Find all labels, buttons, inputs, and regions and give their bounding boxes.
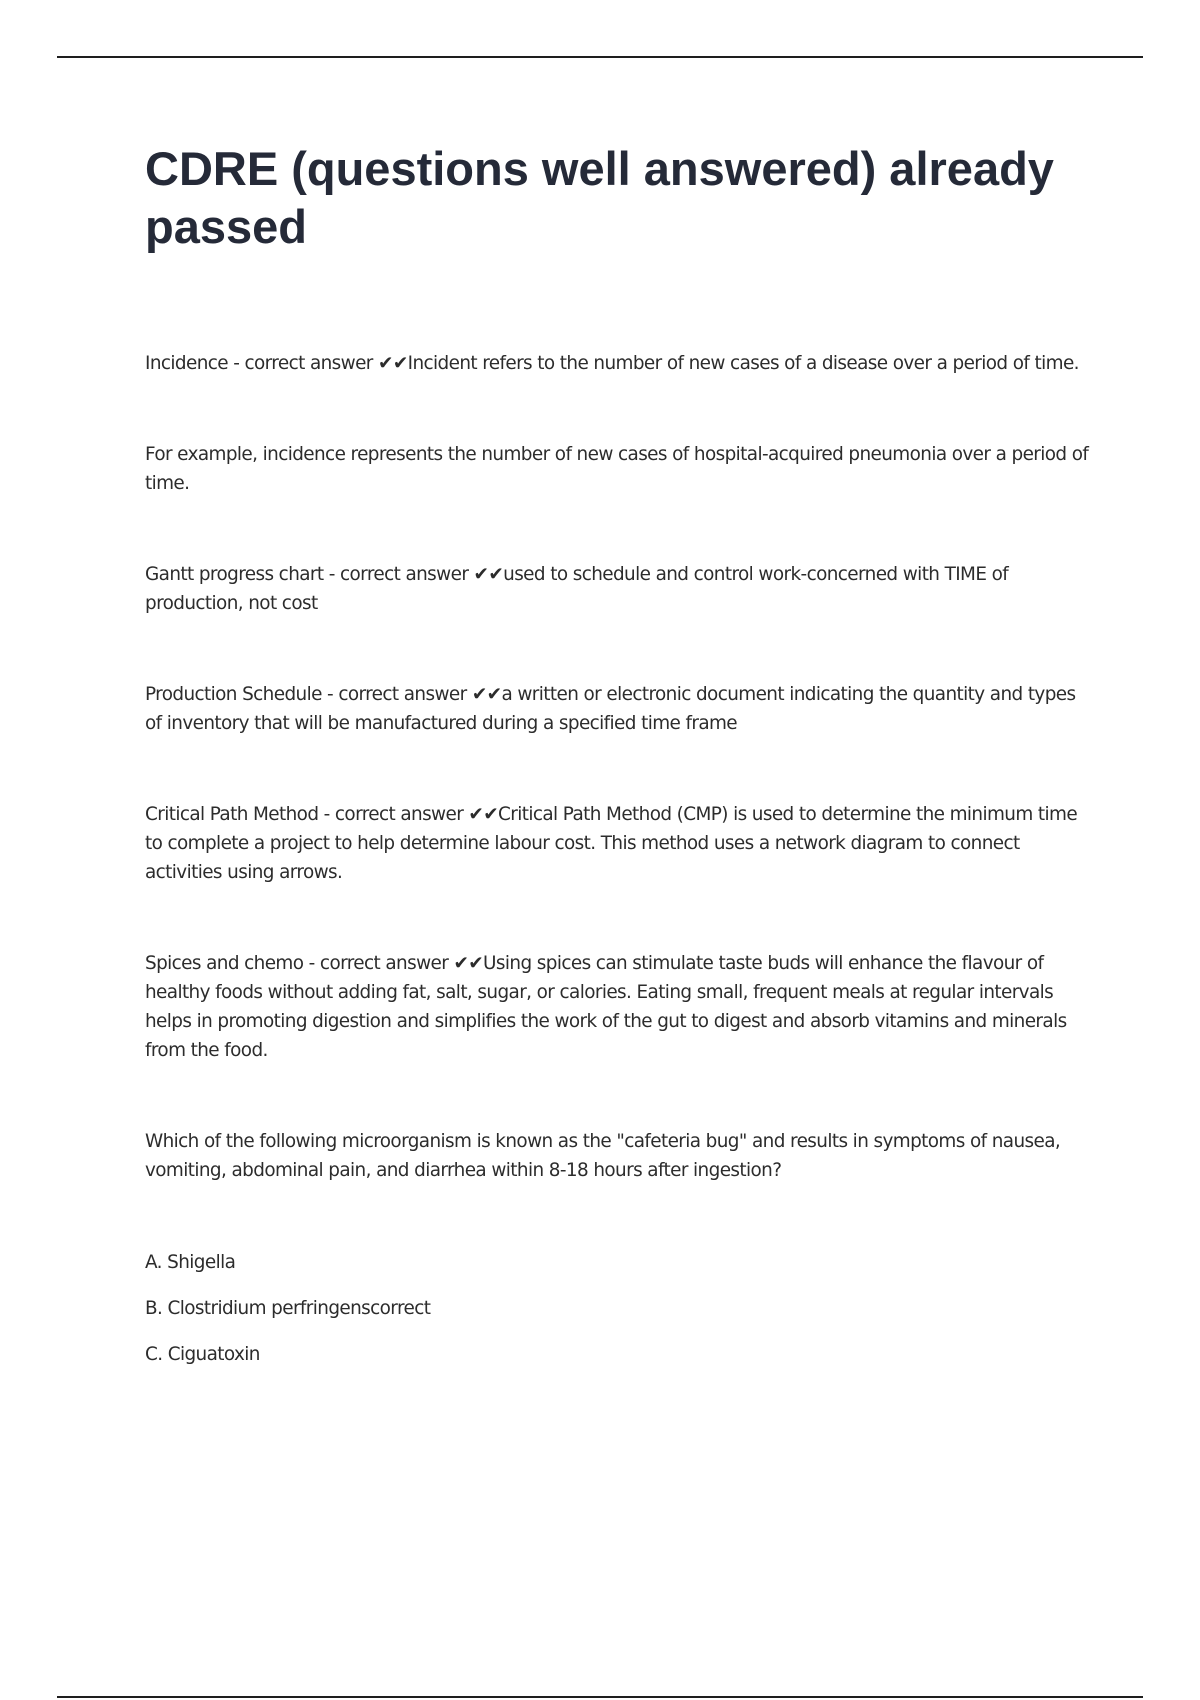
paragraph-incidence: Incidence - correct answer ✔✔Incident refers to the number of new cases of a disease over a period of time. [145, 353, 1079, 374]
paragraph-gantt-chart: Gantt progress chart - correct answer ✔✔used to schedule and control work-concerned with TIME of production, not cost [145, 564, 1009, 614]
document-title: CDRE (questions well answered) already passed [145, 142, 1054, 253]
paragraph-production-schedule: Production Schedule - correct answer ✔✔a written or electronic document indicating the quantity and types of inventory that will be manufactured during a specified time frame [145, 684, 1076, 734]
document-body [145, 349, 1090, 1369]
option-a: A. Shigella [145, 1252, 236, 1273]
option-b: B. Clostridium perfringenscorrect [145, 1298, 431, 1319]
page-content [145, 140, 1090, 1386]
bottom-rule [57, 1696, 1143, 1698]
paragraph-incidence-example: For example, incidence represents the number of new cases of hospital-acquired pneumonia over a period of time. [145, 444, 1089, 494]
paragraph-question: Which of the following microorganism is known as the "cafeteria bug" and results in symptoms of nausea, vomiting, abdominal pain, and diarrhea within 8-18 hours after ingestion? [145, 1131, 1061, 1181]
answer-options [145, 1248, 1090, 1369]
paragraph-spices-and-chemo: Spices and chemo - correct answer ✔✔Using spices can stimulate taste buds will enhance the flavour of healthy foods without adding fat, salt, sugar, or calories. Eating small, frequent meals at regular intervals helps in promoting digestion and simplifies the work of the gut to digest and absorb vitamins and minerals from the food. [145, 953, 1067, 1061]
top-rule [57, 56, 1143, 58]
option-c: C. Ciguatoxin [145, 1344, 260, 1365]
paragraph-critical-path-method: Critical Path Method - correct answer ✔✔Critical Path Method (CMP) is used to determine the minimum time to complete a project to help determine labour cost. This method uses a network diagram to connect activities using arrows. [145, 804, 1078, 883]
